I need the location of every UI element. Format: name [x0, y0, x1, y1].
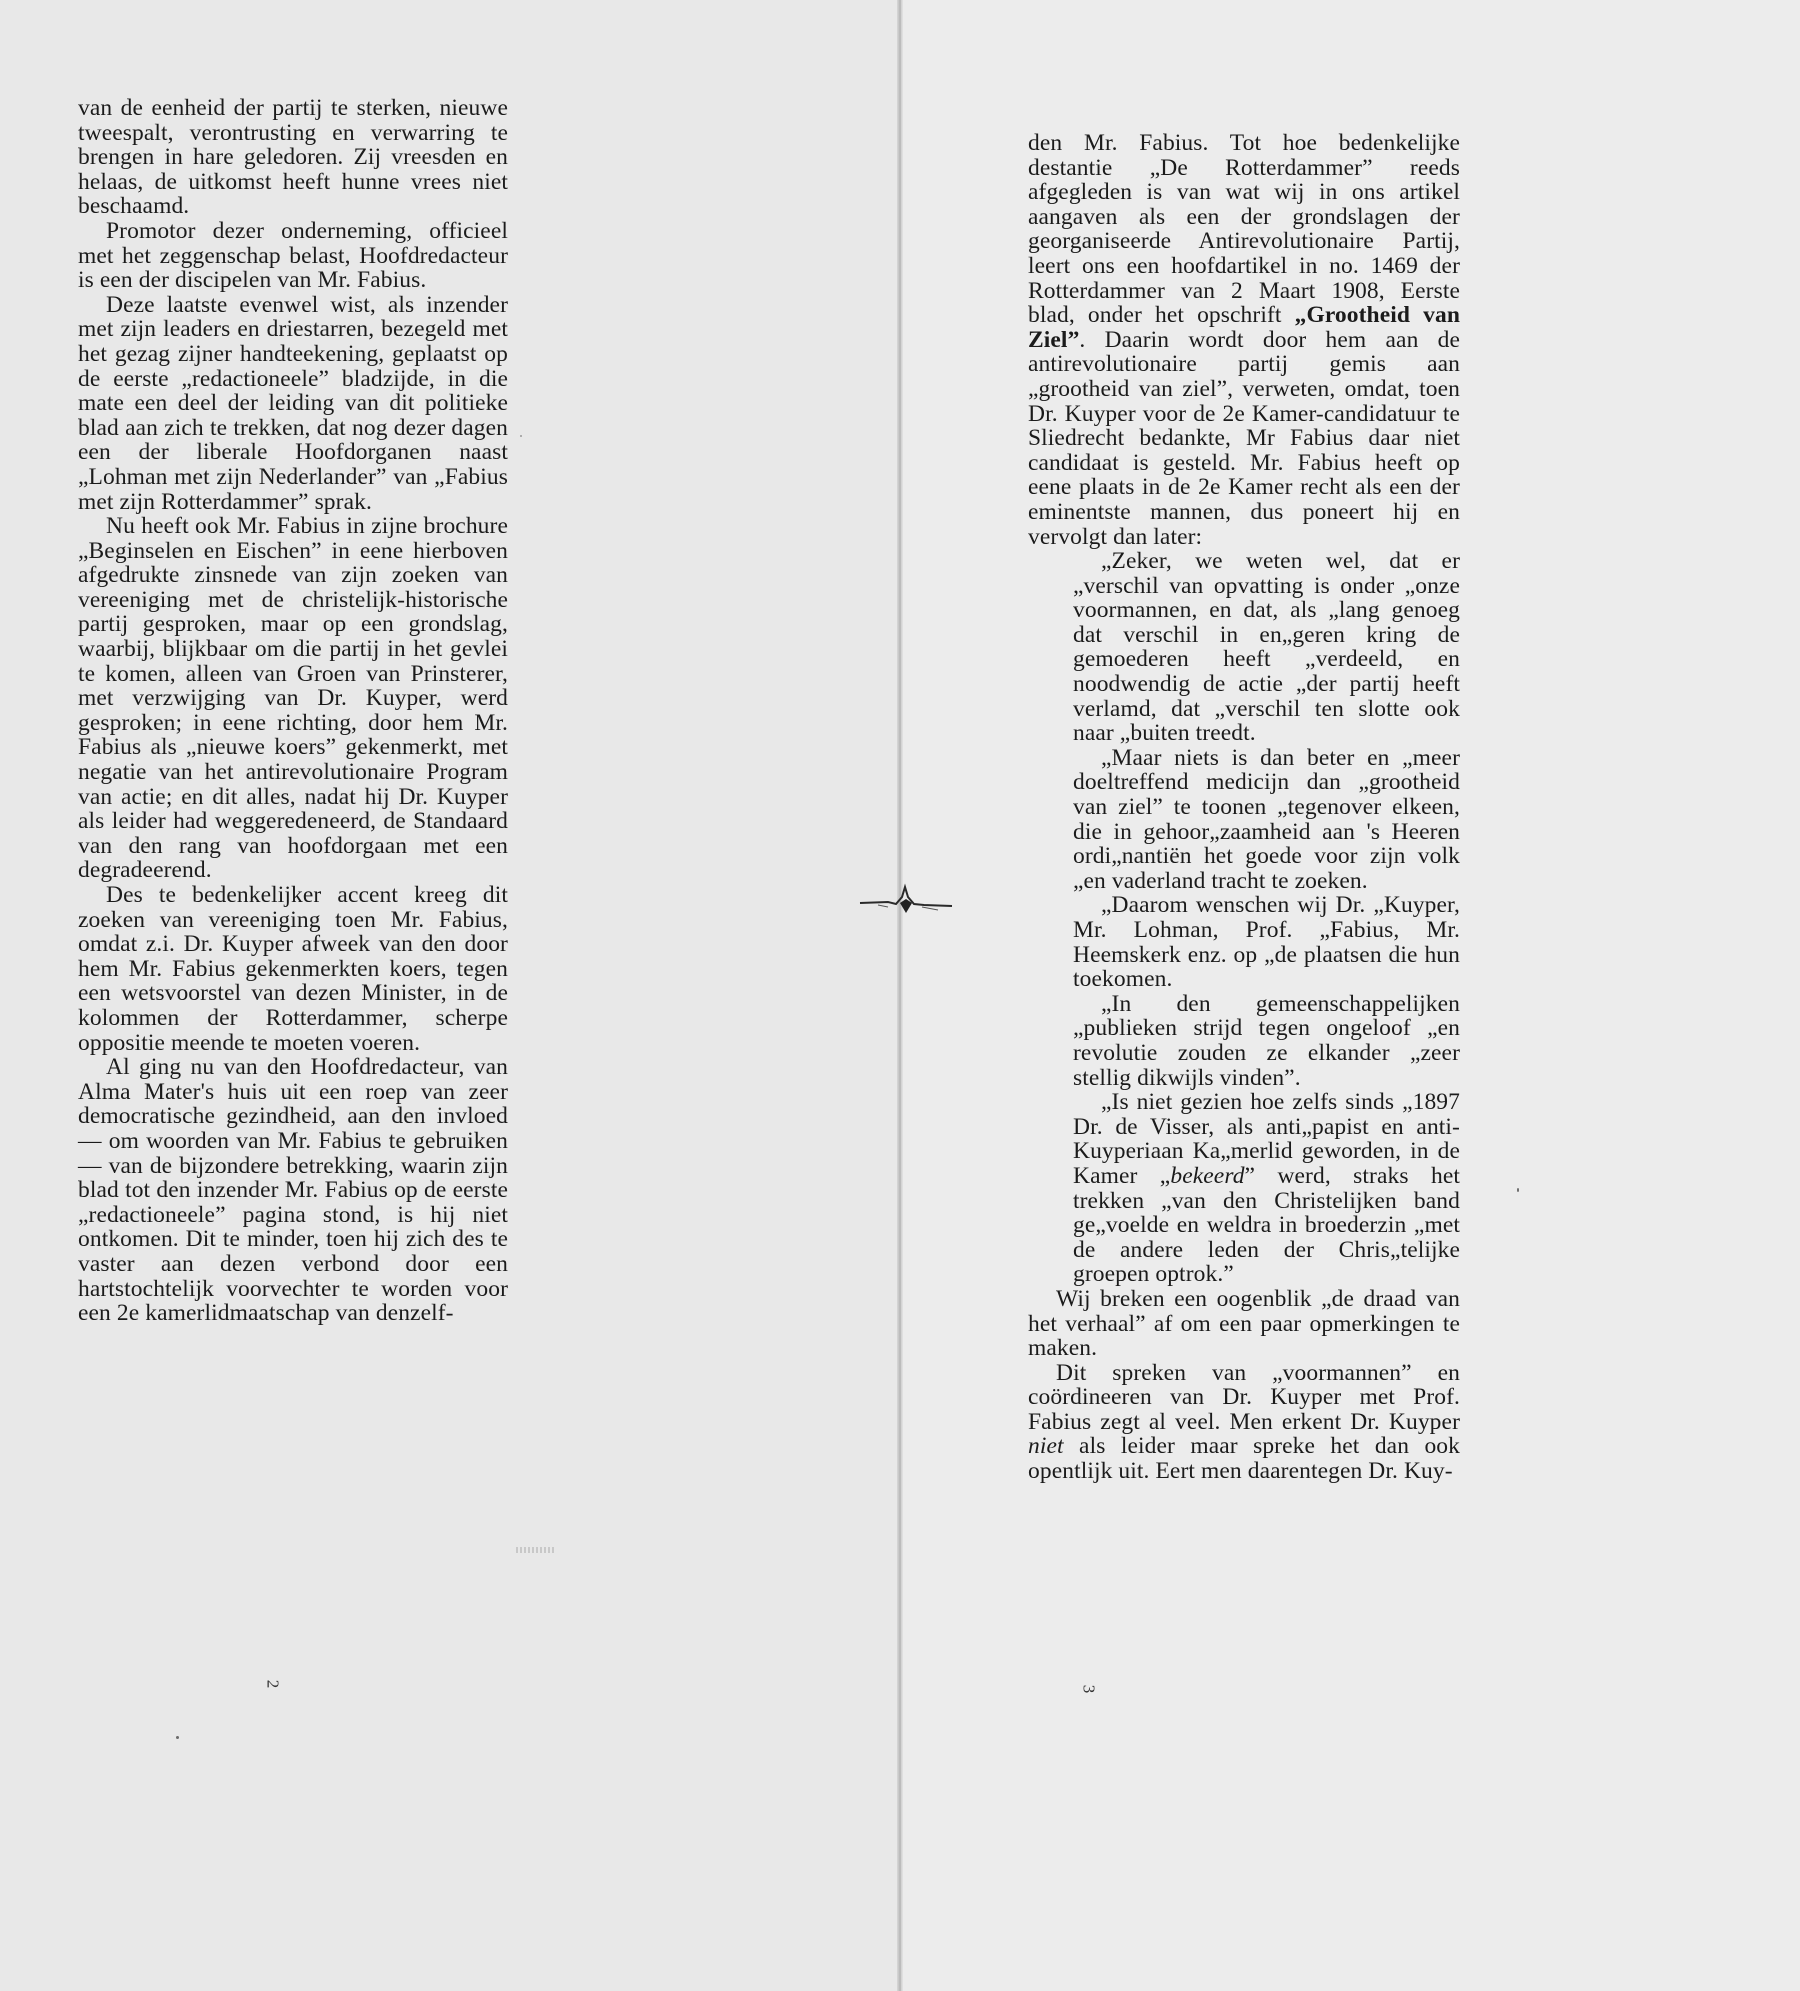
- quote-paragraph-4: „In den gemeenschappelijken „publieken strijd tegen ongeloof „en revolutie zouden ze elkander „zeer stellig dikwijls vinden”.: [1073, 990, 1460, 1091]
- page-number-left: 2: [263, 1679, 283, 1689]
- right-para-2-text-a: Dit spreken van „voormannen” en coördineeren van Dr. Kuyper met Prof. Fabius zegt al veel. Men erkent Dr. Kuyper: [1028, 1359, 1460, 1435]
- fold-tear-mark: [858, 883, 954, 923]
- quote-paragraph-3: „Daarom wenschen wij Dr. „Kuyper, Mr. Lohman, Prof. „Fabius, Mr. Heemskerk enz. op „de plaatsen die hun toekomen.: [1073, 892, 1460, 993]
- article-title-bold: „Grootheid van Ziel”: [1028, 302, 1460, 353]
- left-paragraph-5: Des te bedenkelijker accent kreeg dit zoeken van vereeniging toen Mr. Fabius, omdat z.i. Dr. Kuyper afweek van den door hem Mr. Fabius gekenmerkten koers, tegen een wetsvoorstel van dezen Minister, in de kolommen der Rotterdammer, scherpe oppositie meende te moeten voeren.: [78, 882, 508, 1056]
- left-paragraph-6: Al ging nu van den Hoofdredacteur, van Alma Mater's huis uit een roep van zeer democratische gezindheid, aan den invloed — om woorden van Mr. Fabius te gebruiken — van de bijzondere betrekking, waarin zijn blad tot den inzender Mr. Fabius op de eerste „redactioneele” pagina stond, is hij niet ontkomen. Dit te minder, toen hij zich des te vaster aan dezen verbond door een hartstochtelijk voorvechter te worden voor een 2e kamerlidmaatschap van denzelf-: [78, 1054, 508, 1327]
- page-number-right: 3: [1079, 1684, 1099, 1694]
- left-text-column: [78, 96, 508, 1326]
- left-paragraph-1: van de eenheid der partij te sterken, nieuwe tweespalt, verontrusting en verwarring te brengen in hare geledoren. Zij vreesden en helaas, de uitkomst heeft hunne vrees niet beschaamd.: [78, 95, 508, 220]
- right-paragraph-after-1: Wij breken een oogenblik „de draad van het verhaal” af om een paar opmerkingen te maken.: [1028, 1285, 1460, 1362]
- paper-speck: [1517, 1188, 1519, 1192]
- quote-5-text-a: „Is niet gezien hoe zelfs sinds „1897 Dr. de Visser, als anti„papist en anti-Kuyperiaan Ka„merlid geworden, in de Kamer „: [1073, 1089, 1460, 1189]
- right-para-2-text-b: als leider maar spreke het dan ook opentlijk uit. Eert men daarentegen Dr. Kuy-: [1028, 1433, 1460, 1485]
- right-para-2-italic: niet: [1028, 1433, 1064, 1460]
- quote-5-italic: bekeerd: [1170, 1162, 1245, 1189]
- quote-paragraph-1: „Zeker, we weten wel, dat er „verschil van opvatting is onder „onze voormannen, en dat, als „lang genoeg dat verschil in en„geren kring de gemoederen heeft „verdeeld, en noodwendig de actie „der partij heeft verlamd, dat „verschil ten slotte ook naar „buiten treedt.: [1073, 548, 1460, 747]
- left-paragraph-4: Nu heeft ook Mr. Fabius in zijne brochure „Beginselen en Eischen” in eene hierboven afgedrukte zinsnede van zijn zoeken van vereeniging met de christelijk-historische partij gesproken, maar op een grondslag, waarbij, blijkbaar om die partij in het gevlei te komen, alleen van Groen van Prinsterer, met verzwijging van Dr. Kuyper, werd gesproken; in eene richting, door hem Mr. Fabius als „nieuwe koers” gekenmerkt, met negatie van het antirevolutionaire Program van actie; en dit alles, nadat hij Dr. Kuyper als leider had weggeredeneerd, de Standaard van den rang van hoofdorgaan met een degradeerend.: [78, 513, 508, 884]
- right-text-column: [1028, 131, 1460, 1484]
- right-paragraph-after-2: [1028, 1361, 1460, 1484]
- left-paragraph-3: Deze laatste evenwel wist, als inzender met zijn leaders en driestarren, bezegeld met het gezag zijner handteekening, geplaatst op de eerste „redactioneele” bladzijde, in die mate een deel der leiding van dit politieke blad aan zich te trekken, dat nog dezer dagen een der liberale Hoofdorganen naast „Lohman met zijn Nederlander” van „Fabius met zijn Rotterdammer” sprak.: [78, 291, 508, 515]
- ink-smudge: [516, 1547, 556, 1553]
- center-fold: [897, 0, 903, 1991]
- paper-speck: [176, 1736, 179, 1739]
- right-intro-paragraph: [1028, 131, 1460, 549]
- quote-5-text-b: ” werd, straks het trekken „van den Christelijken band ge„voelde en weldra in broederzin „met de andere leden der Chris„telijke groepen optrok.”: [1073, 1162, 1460, 1288]
- right-intro-text-b: . Daarin wordt door hem aan de antirevolutionaire partij gemis aan „grootheid van ziel”, verweten, omdat, toen Dr. Kuyper voor de 2e Kamer-candidatuur te Sliedrecht bedankte, Mr Fabius daar niet candidaat is gesteld. Mr. Fabius heeft op eene plaats in de 2e Kamer recht als een der eminentste mannen, dus poneert hij en vervolgt dan later:: [1028, 326, 1460, 550]
- quote-paragraph-2: „Maar niets is dan beter en „meer doeltreffend medicijn dan „grootheid van ziel” te toonen „tegenover elkeen, die in gehoor„zaamheid aan 's Heeren ordi„nantiën het goede voor zijn volk „en vaderland tracht te zoeken.: [1073, 744, 1460, 894]
- left-paragraph-2: Promotor dezer onderneming, officieel met het zeggenschap belast, Hoofdredacteur is een der discipelen van Mr. Fabius.: [78, 217, 508, 294]
- right-intro-text-a: den Mr. Fabius. Tot hoe bedenkelijke destantie „De Rotterdammer” reeds afgegleden is van wat wij in ons artikel aangaven als een der grondslagen der georganiseerde Antirevolutionaire Partij, leert ons een hoofdartikel in no. 1469 der Rotterdammer van 2 Maart 1908, Eerste blad, onder het opschrift: [1028, 130, 1460, 329]
- quote-paragraph-5: [1073, 1090, 1460, 1287]
- paper-speck: [520, 435, 522, 437]
